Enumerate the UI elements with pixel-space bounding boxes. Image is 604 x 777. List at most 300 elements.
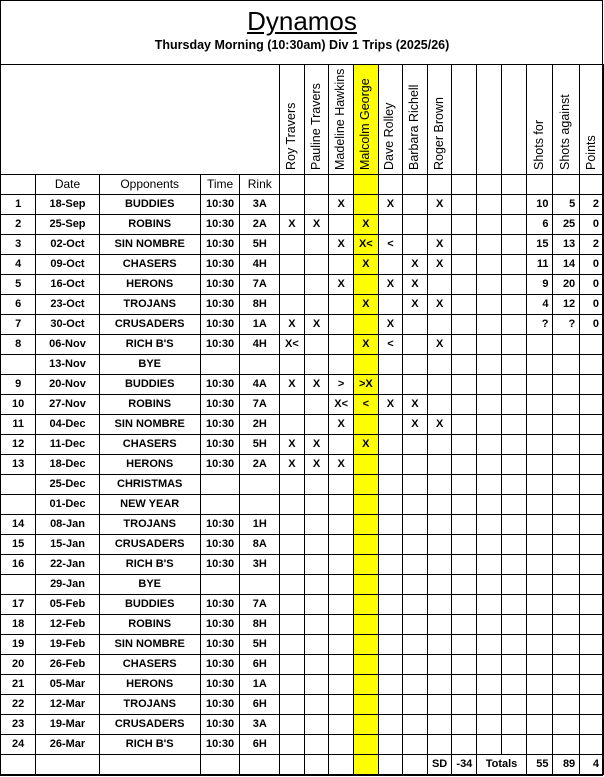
row-number: 20 [1, 655, 36, 675]
shots-against [553, 355, 580, 375]
player-cell: X [378, 275, 403, 295]
player-cell [502, 315, 527, 335]
row-time: 10:30 [200, 635, 240, 655]
player-cell [452, 335, 477, 355]
player-cell [452, 735, 477, 755]
player-cell: X [280, 215, 305, 235]
totals-blank [1, 755, 36, 775]
row-opponent: HERONS [99, 275, 200, 295]
player-cell [502, 435, 527, 455]
shots-for: ? [526, 315, 553, 335]
player-cell [502, 715, 527, 735]
column-header-row [1, 175, 604, 195]
player-header [477, 65, 502, 175]
player-cell [452, 455, 477, 475]
player-cell [378, 575, 403, 595]
row-rink [240, 475, 280, 495]
player-cell [427, 395, 452, 415]
row-rink: 3A [240, 195, 280, 215]
player-cell [477, 395, 502, 415]
player-cell [304, 415, 329, 435]
totals-row [1, 755, 604, 775]
player-cell [477, 335, 502, 355]
row-date: 05-Feb [36, 595, 99, 615]
player-cell [502, 535, 527, 555]
player-cell [353, 675, 378, 695]
row-number: 23 [1, 715, 36, 735]
player-cell [502, 215, 527, 235]
player-cell [427, 175, 452, 195]
player-cell [427, 275, 452, 295]
player-cell: X [378, 395, 403, 415]
page-subtitle: Thursday Morning (10:30am) Div 1 Trips (2025/26) [154, 38, 450, 52]
stat-name: Shots against [558, 94, 573, 170]
table-row [1, 695, 604, 715]
player-cell [452, 235, 477, 255]
player-cell [378, 415, 403, 435]
player-cell [477, 195, 502, 215]
player-cell [378, 595, 403, 615]
player-cell [329, 635, 354, 655]
points: 0 [580, 275, 604, 295]
table-row [1, 415, 604, 435]
totals-blank [240, 755, 280, 775]
row-rink: 1H [240, 515, 280, 535]
player-cell [502, 615, 527, 635]
row-date: 15-Jan [36, 535, 99, 555]
col-date: Date [36, 175, 99, 195]
row-time: 10:30 [200, 715, 240, 735]
row-number: 11 [1, 415, 36, 435]
row-number: 24 [1, 735, 36, 755]
points [580, 695, 604, 715]
player-cell: X [280, 315, 305, 335]
player-name: Dave Rolley [382, 102, 397, 170]
totals-label: Totals [477, 755, 527, 775]
row-rink: 2A [240, 455, 280, 475]
player-cell [280, 415, 305, 435]
col-time: Time [200, 175, 240, 195]
row-rink: 2H [240, 415, 280, 435]
player-cell [477, 215, 502, 235]
player-cell [378, 515, 403, 535]
row-opponent: CHASERS [99, 655, 200, 675]
row-rink: 4H [240, 255, 280, 275]
player-cell [353, 175, 378, 195]
table-row [1, 635, 604, 655]
table-row [1, 575, 604, 595]
row-opponent: TROJANS [99, 695, 200, 715]
player-cell [280, 295, 305, 315]
shots-against [553, 675, 580, 695]
table-row [1, 455, 604, 475]
stat-cell [553, 175, 580, 195]
player-cell [280, 515, 305, 535]
row-time: 10:30 [200, 735, 240, 755]
player-cell [378, 455, 403, 475]
row-number: 15 [1, 535, 36, 555]
player-cell [378, 355, 403, 375]
player-cell [378, 675, 403, 695]
row-opponent: RICH B'S [99, 735, 200, 755]
row-rink: 4A [240, 375, 280, 395]
row-number: 13 [1, 455, 36, 475]
player-cell [427, 435, 452, 455]
player-cell [304, 195, 329, 215]
row-time: 10:30 [200, 275, 240, 295]
player-cell [502, 395, 527, 415]
sd-label: SD [427, 755, 452, 775]
table-row [1, 295, 604, 315]
player-cell [280, 495, 305, 515]
player-cell [403, 455, 428, 475]
row-number: 2 [1, 215, 36, 235]
player-cell [304, 255, 329, 275]
points [580, 435, 604, 455]
player-cell [304, 555, 329, 575]
row-opponent: BUDDIES [99, 375, 200, 395]
player-cell [452, 395, 477, 415]
row-rink: 7A [240, 595, 280, 615]
row-number: 4 [1, 255, 36, 275]
table-row [1, 235, 604, 255]
row-date: 11-Dec [36, 435, 99, 455]
row-date: 26-Feb [36, 655, 99, 675]
player-cell [304, 175, 329, 195]
player-cell [502, 295, 527, 315]
player-cell [280, 355, 305, 375]
player-cell [403, 195, 428, 215]
player-cell [329, 535, 354, 555]
player-cell [403, 175, 428, 195]
row-number: 22 [1, 695, 36, 715]
player-cell [353, 315, 378, 335]
player-cell [378, 555, 403, 575]
row-number: 19 [1, 635, 36, 655]
shots-against [553, 735, 580, 755]
stat-name: Points [583, 135, 598, 170]
shots-against [553, 395, 580, 415]
player-cell [329, 295, 354, 315]
player-cell [427, 735, 452, 755]
points: 0 [580, 315, 604, 335]
player-cell: < [378, 235, 403, 255]
player-cell [427, 375, 452, 395]
shots-against [553, 535, 580, 555]
points [580, 715, 604, 735]
player-cell [427, 535, 452, 555]
player-header [502, 65, 527, 175]
player-cell [329, 215, 354, 235]
player-cell [502, 375, 527, 395]
player-cell: X [329, 235, 354, 255]
points: 0 [580, 215, 604, 235]
player-cell: X< [353, 235, 378, 255]
table-row [1, 475, 604, 495]
player-header [427, 65, 452, 175]
row-opponent: CHRISTMAS [99, 475, 200, 495]
player-cell [427, 555, 452, 575]
player-cell [304, 675, 329, 695]
shots-for: 11 [526, 255, 553, 275]
points [580, 675, 604, 695]
player-cell [452, 475, 477, 495]
row-rink: 6H [240, 695, 280, 715]
row-rink: 8H [240, 295, 280, 315]
points: 2 [580, 235, 604, 255]
player-cell [427, 655, 452, 675]
row-date: 18-Dec [36, 455, 99, 475]
player-cell [403, 555, 428, 575]
player-cell [378, 475, 403, 495]
row-number: 7 [1, 315, 36, 335]
points [580, 635, 604, 655]
player-cell [304, 575, 329, 595]
row-time: 10:30 [200, 415, 240, 435]
row-date: 25-Dec [36, 475, 99, 495]
row-date: 27-Nov [36, 395, 99, 415]
row-rink: 2A [240, 215, 280, 235]
table-row [1, 395, 604, 415]
row-date: 09-Oct [36, 255, 99, 275]
row-time: 10:30 [200, 255, 240, 275]
row-rink: 3A [240, 715, 280, 735]
row-opponent: TROJANS [99, 515, 200, 535]
player-cell [403, 495, 428, 515]
player-cell [353, 635, 378, 655]
player-cell: X [280, 435, 305, 455]
row-rink: 7A [240, 395, 280, 415]
player-cell [403, 675, 428, 695]
row-time [200, 575, 240, 595]
row-time: 10:30 [200, 675, 240, 695]
row-time [200, 495, 240, 515]
player-cell [280, 195, 305, 215]
player-cell [502, 455, 527, 475]
player-header [378, 65, 403, 175]
row-date: 18-Sep [36, 195, 99, 215]
player-cell [403, 435, 428, 455]
points [580, 355, 604, 375]
player-cell [477, 255, 502, 275]
player-cell [477, 455, 502, 475]
player-cell [452, 355, 477, 375]
player-cell [502, 595, 527, 615]
row-rink: 5H [240, 235, 280, 255]
player-cell [378, 495, 403, 515]
player-cell [378, 295, 403, 315]
player-cell [502, 495, 527, 515]
row-number [1, 495, 36, 515]
stat-cell [526, 175, 553, 195]
shots-for [526, 635, 553, 655]
player-cell [477, 295, 502, 315]
row-opponent: ROBINS [99, 395, 200, 415]
row-date: 13-Nov [36, 355, 99, 375]
player-name: Roger Brown [431, 97, 446, 170]
player-cell [403, 615, 428, 635]
player-cell [304, 735, 329, 755]
shots-for: 9 [526, 275, 553, 295]
row-time [200, 475, 240, 495]
player-cell [304, 615, 329, 635]
points [580, 455, 604, 475]
player-cell [452, 675, 477, 695]
player-cell [353, 615, 378, 635]
player-cell [329, 615, 354, 635]
player-cell [304, 475, 329, 495]
player-cell: X [304, 215, 329, 235]
player-cell [477, 595, 502, 615]
row-date: 30-Oct [36, 315, 99, 335]
player-cell [452, 295, 477, 315]
player-cell [304, 355, 329, 375]
player-cell [403, 655, 428, 675]
row-number [1, 575, 36, 595]
row-date: 04-Dec [36, 415, 99, 435]
player-cell [353, 495, 378, 515]
row-opponent: BUDDIES [99, 595, 200, 615]
shots-for [526, 715, 553, 735]
player-cell [427, 455, 452, 475]
player-cell [329, 555, 354, 575]
row-opponent: BUDDIES [99, 195, 200, 215]
player-cell [427, 515, 452, 535]
table-row [1, 255, 604, 275]
player-cell [403, 235, 428, 255]
row-date: 19-Mar [36, 715, 99, 735]
player-cell: X [353, 255, 378, 275]
points [580, 375, 604, 395]
player-cell [378, 655, 403, 675]
player-cell [329, 575, 354, 595]
player-cell [304, 655, 329, 675]
player-cell [502, 735, 527, 755]
row-opponent: RICH B'S [99, 555, 200, 575]
shots-against [553, 595, 580, 615]
row-date: 23-Oct [36, 295, 99, 315]
player-cell [502, 635, 527, 655]
player-cell [403, 715, 428, 735]
player-cell: X [329, 275, 354, 295]
player-cell [280, 255, 305, 275]
player-cell [329, 475, 354, 495]
shots-for [526, 335, 553, 355]
player-cell [477, 535, 502, 555]
player-cell [378, 735, 403, 755]
player-cell: > [329, 375, 354, 395]
player-cell [403, 575, 428, 595]
player-cell [353, 755, 378, 775]
player-cell [477, 675, 502, 695]
row-rink: 6H [240, 735, 280, 755]
player-cell [280, 675, 305, 695]
player-cell [502, 255, 527, 275]
player-cell [403, 375, 428, 395]
shots-for: 4 [526, 295, 553, 315]
shots-against [553, 435, 580, 455]
row-opponent: HERONS [99, 455, 200, 475]
player-cell [353, 575, 378, 595]
shots-for [526, 655, 553, 675]
player-cell: X [329, 415, 354, 435]
row-rink: 3H [240, 555, 280, 575]
player-cell: X [427, 295, 452, 315]
points [580, 415, 604, 435]
shots-against: 14 [553, 255, 580, 275]
player-cell [452, 415, 477, 435]
row-rink [240, 355, 280, 375]
row-time: 10:30 [200, 335, 240, 355]
player-cell [329, 675, 354, 695]
player-cell [304, 695, 329, 715]
row-time: 10:30 [200, 455, 240, 475]
player-cell [329, 735, 354, 755]
player-cell [280, 755, 305, 775]
row-rink: 8A [240, 535, 280, 555]
player-cell [452, 315, 477, 335]
player-cell [378, 695, 403, 715]
player-cell [427, 615, 452, 635]
row-rink: 4H [240, 335, 280, 355]
table-row [1, 555, 604, 575]
player-cell [353, 475, 378, 495]
shots-for [526, 555, 553, 575]
table-row [1, 335, 604, 355]
row-time: 10:30 [200, 295, 240, 315]
row-rink: 6H [240, 655, 280, 675]
table-row [1, 735, 604, 755]
player-cell [304, 235, 329, 255]
player-cell: X [427, 235, 452, 255]
row-rink [240, 575, 280, 595]
row-date: 08-Jan [36, 515, 99, 535]
player-cell [280, 575, 305, 595]
row-time: 10:30 [200, 615, 240, 635]
points [580, 475, 604, 495]
player-cell [329, 355, 354, 375]
player-cell [477, 615, 502, 635]
shots-for [526, 495, 553, 515]
player-cell [427, 595, 452, 615]
row-opponent: SIN NOMBRE [99, 415, 200, 435]
row-time: 10:30 [200, 535, 240, 555]
row-opponent: ROBINS [99, 215, 200, 235]
player-cell: X [403, 255, 428, 275]
shots-for [526, 675, 553, 695]
row-rink: 8H [240, 615, 280, 635]
player-header [403, 65, 428, 175]
player-cell [329, 175, 354, 195]
player-cell [280, 175, 305, 195]
player-cell [304, 275, 329, 295]
player-cell [280, 555, 305, 575]
shots-against: 5 [553, 195, 580, 215]
player-cell: X< [280, 335, 305, 355]
player-cell [403, 335, 428, 355]
row-number: 6 [1, 295, 36, 315]
player-cell [304, 535, 329, 555]
shots-against [553, 335, 580, 355]
player-cell [280, 235, 305, 255]
shots-for: 6 [526, 215, 553, 235]
shots-against [553, 695, 580, 715]
player-cell [280, 635, 305, 655]
player-cell: X [280, 375, 305, 395]
player-cell: X [427, 255, 452, 275]
player-cell [329, 755, 354, 775]
col-number [1, 175, 36, 195]
